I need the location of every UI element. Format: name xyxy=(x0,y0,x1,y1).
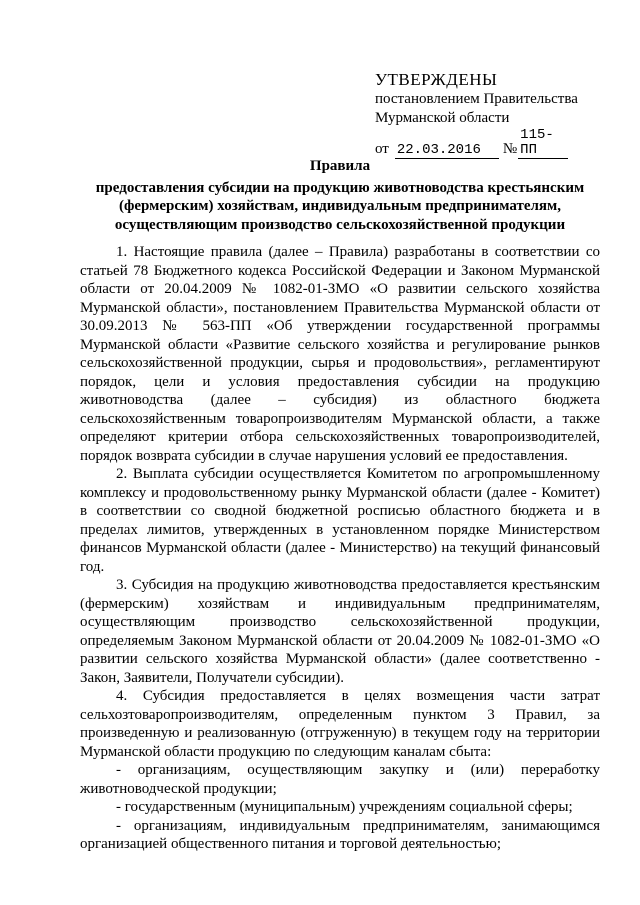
list-item-channel-3: - организациям, индивидуальным предпринимателям, занимающимся организацией общественного питания и торговой деятельностью; xyxy=(80,817,600,852)
approval-date-row xyxy=(375,128,615,159)
paragraph-3: 3. Субсидия на продукцию животноводства предоставляется крестьянским (фермерским) хозяйствам и индивидуальным предпринимателям, осуществляющим производство сельскохозяйственной продукции, определяемым Законом Мурманской области от 20.04.2009 № 1082-01-ЗМО «О развитии сельского хозяйства Мурманской области» (далее соответственно - Закон, Заявители, Получатели субсидии). xyxy=(80,577,600,686)
paragraph-4: 4. Субсидия предоставляется в целях возмещения части затрат сельхозтоваропроизводителям, определенным пунктом 3 Правил, за произведенную и реализованную (отгруженную) в текущем году на территории Мурманской области продукцию по следующим каналам сбыта: xyxy=(80,688,600,760)
list-item-channel-2: - государственным (муниципальным) учреждениям социальной сферы; xyxy=(116,799,573,815)
approval-number: 115-ПП xyxy=(518,128,568,159)
paragraph-2: 2. Выплата субсидии осуществляется Комитетом по агропромышленному комплексу и продовольственному рынку Мурманской области (далее - Комитет) в соответствии со сводной бюджетной росписью областного бюджета и в пределах лимитов, утвержденных в установленном порядке Министерством финансов Мурманской области (далее - Министерство) на текущий финансовый год. xyxy=(80,466,600,575)
paragraph-1: 1. Настоящие правила (далее – Правила) разработаны в соответствии со статьей 78 Бюджетного кодекса Российской Федерации и Законом Мурманской области от 20.04.2009 № 1082-01-ЗМО «О развитии сельского хозяйства Мурманской области», постановлением Правительства Мурманской области от 30.09.2013 № 563-ПП «Об утверждении государственной программы Мурманской области «Развитие сельского хозяйства и регулирование рынков сельскохозяйственной продукции, сырья и продовольствия», регламентируют порядок, цели и условия предоставления субсидии на продукцию животноводства (далее – субсидия) из областного бюджета сельскохозяйственным товаропроизводителям Мурманской области, а также определяют критерии отбора сельскохозяйственных товаропроизводителей, порядок возврата субсидии в случае нарушения условий ее предоставления. xyxy=(80,244,600,464)
approval-title: УТВЕРЖДЕНЫ xyxy=(375,70,498,89)
approval-line-resolution: постановлением Правительства xyxy=(375,91,578,107)
document-heading xyxy=(70,157,610,234)
list-item-channel-1: - организациям, осуществляющим закупку и (или) переработку животноводческой продукции; xyxy=(80,762,600,797)
approval-line-region: Мурманской области xyxy=(375,110,510,126)
approval-from-label: от xyxy=(375,141,389,157)
document-title: Правила xyxy=(309,158,371,174)
document-body xyxy=(80,243,600,854)
document-subtitle: предоставления субсидии на продукцию животноводства крестьянским (фермерским) хозяйствам, индивидуальным предпринимателям, осуществляющим производство сельскохозяйственной продукции xyxy=(95,179,585,233)
approval-block xyxy=(375,70,615,159)
approval-date: 22.03.2016 xyxy=(395,143,499,159)
approval-number-sign: № xyxy=(502,141,518,157)
